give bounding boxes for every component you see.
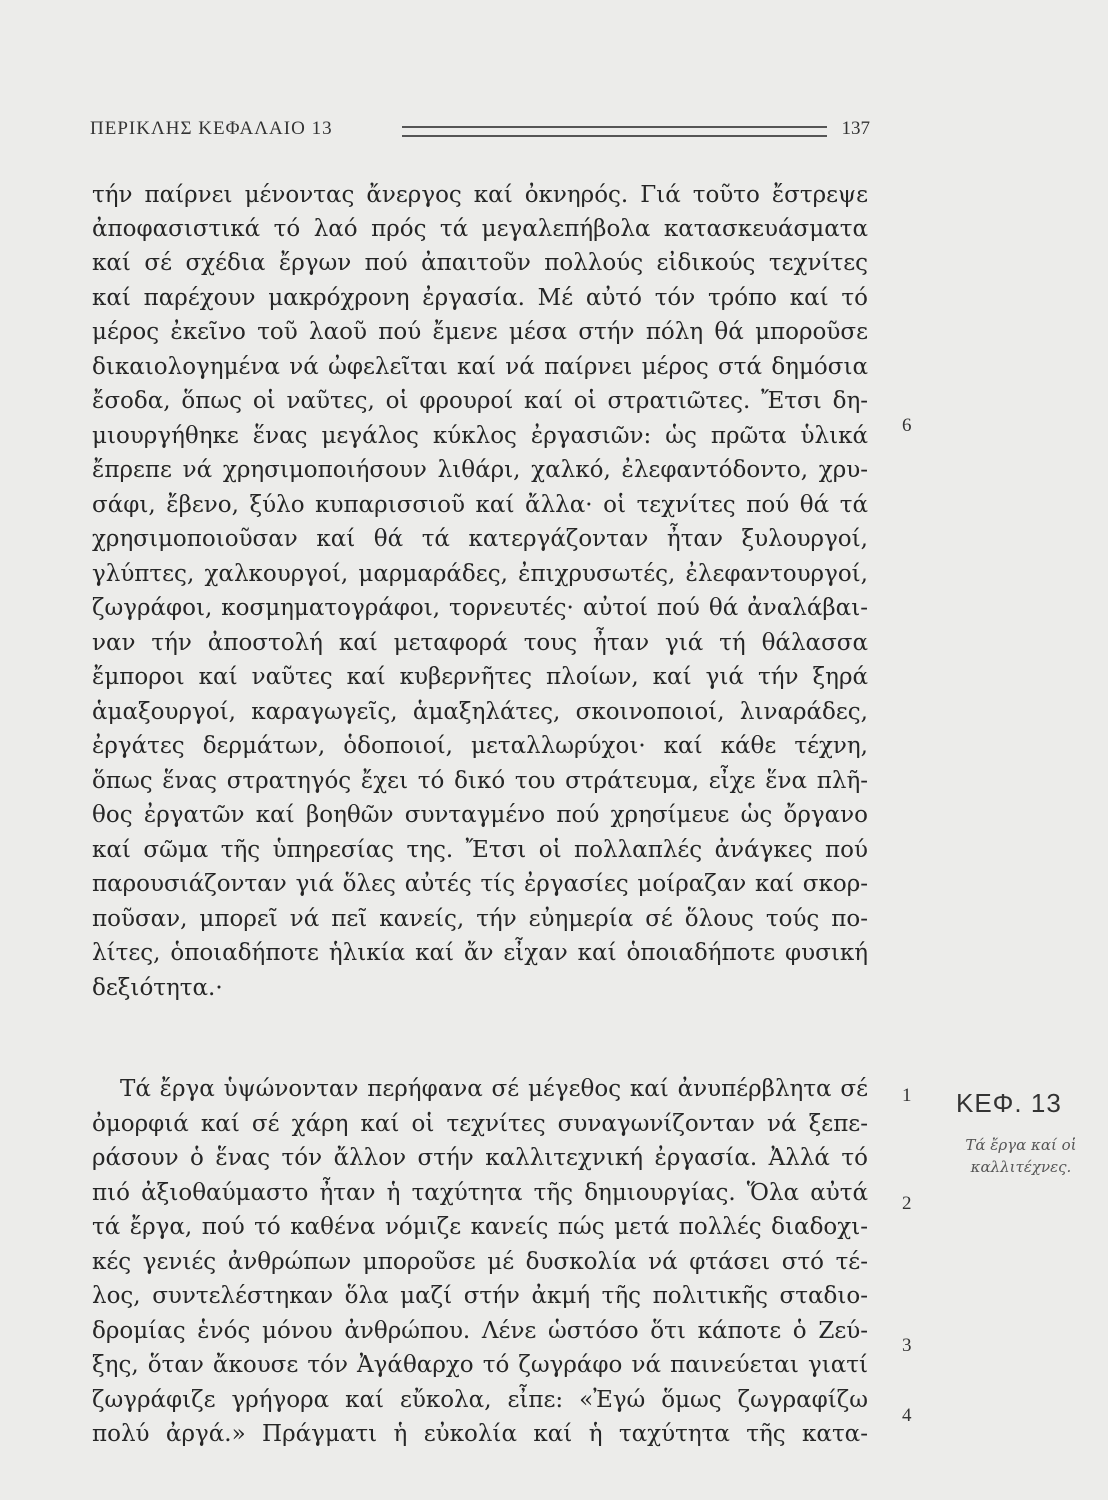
text-line: ἔπρεπε νά χρησιμοποιήσουν λιθάρι, χαλκό, ἐλεφαντόδοντο, χρυ-	[92, 457, 868, 483]
text-line: ἔμποροι καί ναῦτες καί κυβερνῆτες πλοίων, καί γιά τήν ξηρά	[92, 664, 868, 690]
margin-section-number: 1	[902, 1085, 912, 1106]
text-line: ξης, ὅταν ἄκουσε τόν Ἀγάθαρχο τό ζωγράφο νά παινεύεται γιατί	[92, 1352, 868, 1378]
running-header	[90, 118, 880, 146]
text-line: μιουργήθηκε ἕνας μεγάλος κύκλος ἐργασιῶν: ὡς πρῶτα ὑλικά	[92, 423, 868, 449]
text-line: πιό ἀξιοθαύμαστο ἦταν ἡ ταχύτητα τῆς δημιουργίας. Ὅλα αὐτά	[92, 1180, 868, 1206]
text-line: τήν παίρνει μένοντας ἄνεργος καί ὀκνηρός. Γιά τοῦτο ἔστρεψε	[92, 182, 868, 208]
text-line: ζωγράφιζε γρήγορα καί εὔκολα, εἶπε: «Ἐγώ ὅμως ζωγραφίζω	[92, 1387, 868, 1413]
text-line: Τά ἔργα ὑψώνονταν περήφανα σέ μέγεθος καί ἀνυπέρβλητα σέ	[120, 1076, 868, 1102]
text-line: κές γενιές ἀνθρώπων μποροῦσε μέ δυσκολία νά φτάσει στό τέ-	[92, 1249, 868, 1275]
text-line: καί σέ σχέδια ἔργων πού ἀπαιτοῦν πολλούς εἰδικούς τεχνίτες	[92, 250, 868, 276]
text-line: γλύπτες, χαλκουργοί, μαρμαράδες, ἐπιχρυσωτές, ἐλεφαντουργοί,	[92, 561, 868, 587]
text-line: ράσουν ὁ ἕνας τόν ἄλλον στήν καλλιτεχνική ἐργασία. Ἀλλά τό	[92, 1145, 868, 1171]
text-line: σάφι, ἔβενο, ξύλο κυπαρισσιοῦ καί ἄλλα· οἱ τεχνίτες πού θά τά	[92, 492, 868, 518]
margin-section-number: 4	[902, 1405, 912, 1426]
header-rule	[402, 126, 827, 137]
text-line: ναν τήν ἀποστολή καί μεταφορά τους ἦταν γιά τή θάλασσα	[92, 630, 868, 656]
text-line: ὀμορφιά καί σέ χάρη καί οἱ τεχνίτες συναγωνίζονταν νά ξεπε-	[92, 1111, 868, 1137]
text-line: ἀποφασιστικά τό λαό πρός τά μεγαλεπήβολα κατασκευάσματα	[92, 216, 868, 242]
margin-chapter-subtitle: Τά ἔργα καί οἱ καλλιτέχνες.	[965, 1136, 1077, 1176]
text-line: ὅπως ἕνας στρατηγός ἔχει τό δικό του στράτευμα, εἶχε ἕνα πλῆ-	[92, 768, 868, 794]
margin-section-number: 3	[902, 1335, 912, 1356]
margin-section-number: 2	[902, 1193, 912, 1214]
margin-section-number: 6	[902, 415, 912, 436]
text-line: ἔσοδα, ὅπως οἱ ναῦτες, οἱ φρουροί καί οἱ στρατιῶτες. Ἔτσι δη-	[92, 388, 868, 414]
margin-chapter-label: ΚΕΦ. 13	[956, 1088, 1062, 1118]
text-line: τά ἔργα, πού τό καθένα νόμιζε κανείς πώς μετά πολλές διαδοχι-	[92, 1214, 868, 1240]
text-line: δεξιότητα.·	[92, 975, 223, 1001]
header-title: ΠΕΡΙΚΛΗΣ ΚΕΦΑΛΑΙΟ 13	[90, 118, 333, 139]
text-line: καί παρέχουν μακρόχρονη ἐργασία. Μέ αὐτό τόν τρόπο καί τό	[92, 285, 868, 311]
text-line: δρομίας ἑνός μόνου ἀνθρώπου. Λένε ὡστόσο ὅτι κάποτε ὁ Ζεύ-	[92, 1318, 868, 1344]
text-line: χρησιμοποιοῦσαν καί θά τά κατεργάζονταν ἦταν ξυλουργοί,	[92, 526, 868, 552]
text-line: ἐργάτες δερμάτων, ὁδοποιοί, μεταλλωρύχοι· καί κάθε τέχνη,	[92, 733, 868, 759]
text-line: ποῦσαν, μπορεῖ νά πεῖ κανείς, τήν εὐημερία σέ ὅλους τούς πο-	[92, 906, 868, 932]
text-line: ἁμαξουργοί, καραγωγεῖς, ἁμαξηλάτες, σκοινοποιοί, λιναράδες,	[92, 699, 868, 725]
text-line: παρουσιάζονταν γιά ὅλες αὐτές τίς ἐργασίες μοίραζαν καί σκορ-	[92, 871, 868, 897]
text-line: λίτες, ὁποιαδήποτε ἡλικία καί ἄν εἶχαν καί ὁποιαδήποτε φυσική	[92, 940, 868, 966]
text-line: δικαιολογημένα νά ὠφελεῖται καί νά παίρνει μέρος στά δημόσια	[92, 354, 868, 380]
text-line: ζωγράφοι, κοσμηματογράφοι, τορνευτές· αὐτοί πού θά ἀναλάβαι-	[92, 595, 868, 621]
text-line: λος, συντελέστηκαν ὅλα μαζί στήν ἀκμή τῆς πολιτικῆς σταδιο-	[92, 1283, 868, 1309]
page-number: 137	[841, 118, 870, 139]
text-line: καί σῶμα τῆς ὑπηρεσίας της. Ἔτσι οἱ πολλαπλές ἀνάγκες πού	[92, 837, 868, 863]
text-line: θος ἐργατῶν καί βοηθῶν συνταγμένο πού χρησίμευε ὡς ὄργανο	[92, 802, 868, 828]
text-line: μέρος ἐκεῖνο τοῦ λαοῦ πού ἔμενε μέσα στήν πόλη θά μποροῦσε	[92, 319, 868, 345]
text-line: πολύ ἀργά.» Πράγματι ἡ εὐκολία καί ἡ ταχύτητα τῆς κατα-	[92, 1421, 868, 1447]
